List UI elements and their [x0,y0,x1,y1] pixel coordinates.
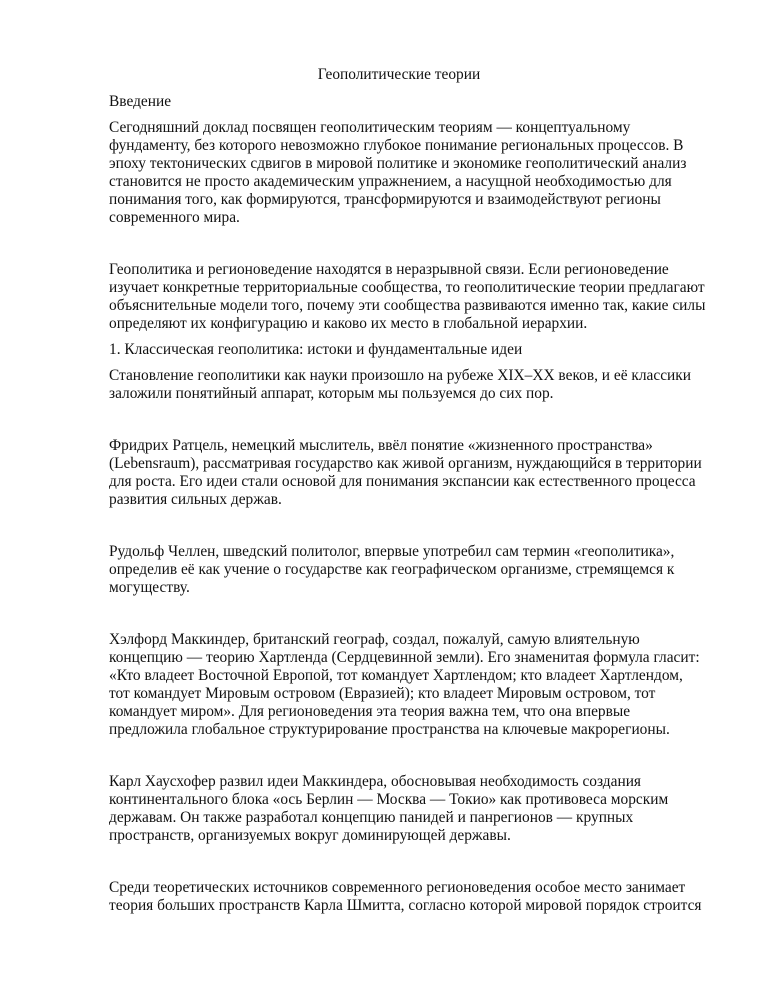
text-line: объяснительные модели того, почему эти сообщества развиваются именно так, какие силы [109,297,706,314]
paragraph-schmitt [109,879,729,915]
text-line: Геополитика и регионоведение находятся в неразрывной связи. Если регионоведение [109,261,669,278]
paragraph-intro-2 [109,261,729,333]
intro-heading: Введение [109,93,172,110]
text-line: изучает конкретные территориальные сообщества, то геополитические теории предлагают [109,279,705,296]
text-line: Фридрих Ратцель, немецкий мыслитель, ввёл понятие «жизненного пространства» [109,437,653,454]
text-line: для роста. Его идеи стали основой для понимания экспансии как естественного процесса [109,473,696,490]
empty-paragraph [109,747,729,765]
text-line: континентального блока «ось Берлин — Москва — Токио» как противовеса морским [109,791,669,808]
paragraph-intro-1 [109,119,729,227]
text-line: Становление геополитики как науки произошло на рубеже XIX–XX веков, и её классики [109,367,691,384]
document-title: Геополитические теории [317,66,481,83]
text-line: Сегодняшний доклад посвящен геополитическим теориям — концептуальному [109,119,631,136]
text-line: определив её как учение о государстве как географическом организме, стремящемся к [109,561,675,578]
paragraph-ratzel [109,437,729,509]
section-1-heading: 1. Классическая геополитика: истоки и фундаментальные идеи [109,341,523,358]
text-line: предложила глобальное структурирование пространства на ключевые макрорегионы. [109,721,670,738]
text-line: (Lebensraum), рассматривая государство как живой организм, нуждающийся в территории [109,455,702,472]
text-line: Рудольф Челлен, шведский политолог, впервые употребил сам термин «геополитика», [109,543,675,560]
text-line: становится не просто академическим упражнением, а насущной необходимостью для [109,173,672,190]
text-line: командует миром». Для регионоведения эта теория важна тем, что она впервые [109,703,631,720]
document-body [109,66,729,923]
text-line: современного мира. [109,209,240,226]
text-line: державам. Он также разработал концепцию панидей и панрегионов — крупных [109,809,634,826]
paragraph-section1-1 [109,367,729,403]
text-line: теория больших пространств Карла Шмитта, согласно которой мировой порядок строится [109,897,702,914]
empty-paragraph [109,853,729,871]
text-line: Карл Хаусхофер развил идеи Маккиндера, обосновывая необходимость создания [109,773,642,790]
paragraph-haushofer [109,773,729,845]
text-line: пространств, организуемых вокруг доминирующей державы. [109,827,511,844]
text-line: понимания того, как формируются, трансформируются и взаимодействуют регионы [109,191,661,208]
empty-paragraph [109,605,729,623]
text-line: Среди теоретических источников современного регионоведения особое место занимает [109,879,686,896]
paragraph-mackinder [109,631,729,739]
text-line: заложили понятийный аппарат, которым мы пользуемся до сих пор. [109,385,554,402]
text-line: «Кто владеет Восточной Европой, тот командует Хартлендом; кто владеет Хартлендом, [109,667,683,684]
text-line: Хэлфорд Маккиндер, британский географ, создал, пожалуй, самую влиятельную [109,631,640,648]
text-line: концепцию — теорию Хартленда (Сердцевинной земли). Его знаменитая формула гласит: [109,649,700,666]
text-line: фундаменту, без которого невозможно глубокое понимание региональных процессов. В [109,137,684,154]
text-line: эпоху тектонических сдвигов в мировой политике и экономике геополитический анализ [109,155,687,172]
empty-paragraph [109,235,729,253]
text-line: развития сильных держав. [109,491,282,508]
empty-paragraph [109,411,729,429]
text-line: могуществу. [109,579,190,596]
text-line: тот командует Мировым островом (Евразией); кто владеет Мировым островом, тот [109,685,656,702]
empty-paragraph [109,517,729,535]
text-line: определяют их конфигурацию и каково их место в глобальной иерархии. [109,315,588,332]
paragraph-kjellen [109,543,729,597]
